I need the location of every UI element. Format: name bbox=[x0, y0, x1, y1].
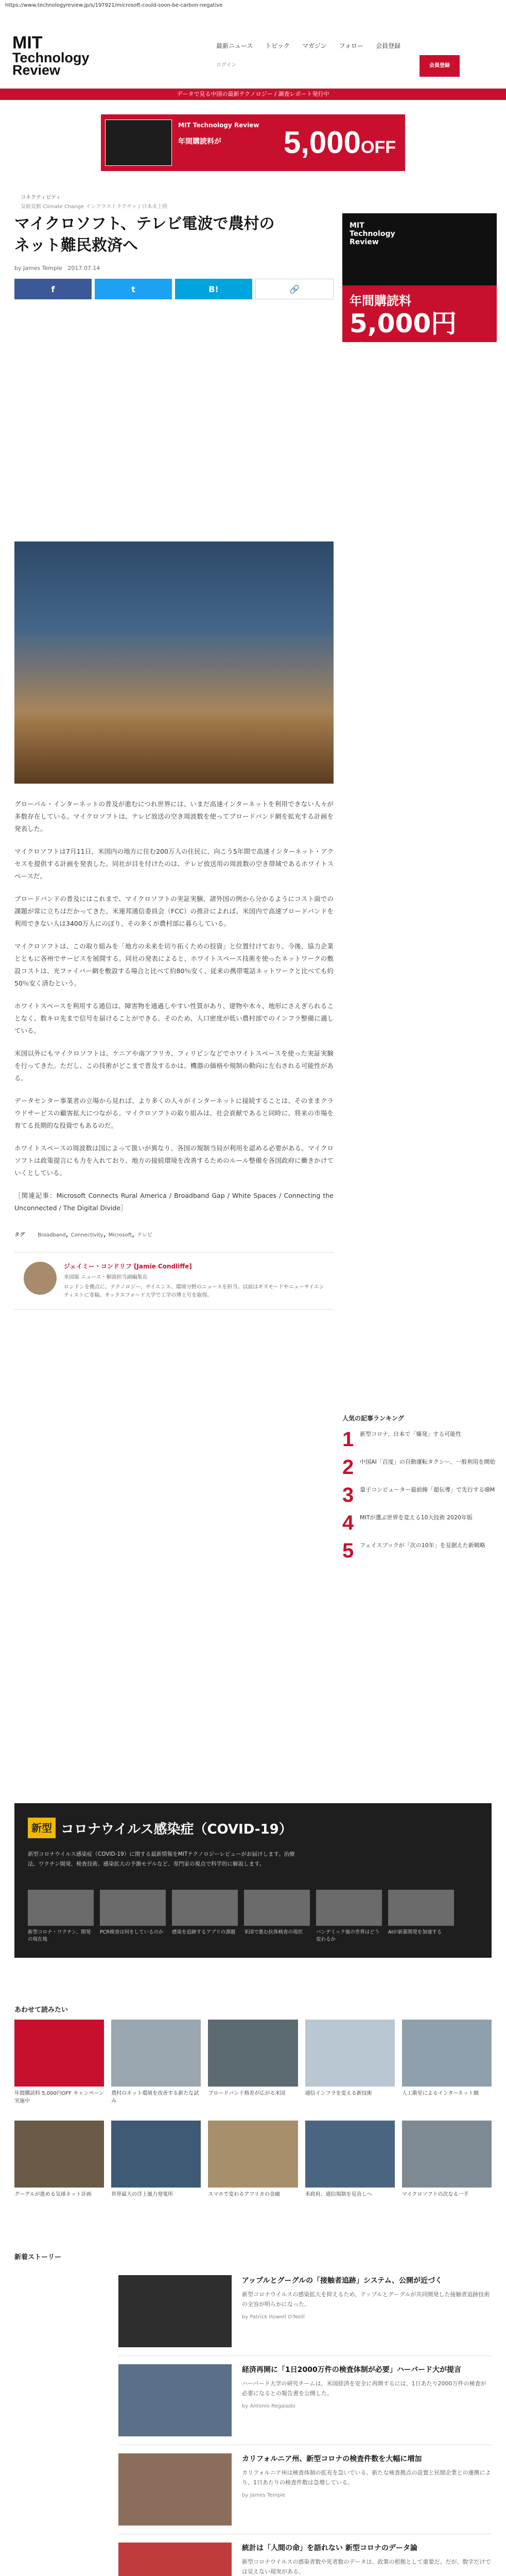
rank-title: フェイスブックが「次の10年」を見据えた新戦略 bbox=[360, 1542, 485, 1549]
covid-card-title: PCR検査は何をしているのか bbox=[100, 1929, 164, 1935]
nav-item-topics[interactable]: トピック bbox=[265, 42, 290, 49]
tag[interactable]: Microsoft bbox=[108, 1232, 132, 1238]
news-title: 新着ストーリー bbox=[14, 2253, 62, 2261]
hatena-share-button[interactable]: B! bbox=[175, 279, 252, 299]
article-title: マイクロソフト、テレビ電波で農村の ネット難民救済へ bbox=[14, 215, 275, 255]
article-paragraph: グローバル・インターネットの普及が進むにつれ世界には、いまだ高速インターネットを利用できない人々が多数存在している。マイクロソフトは、テレビ放送の空き周波数を使ってブロードバンド網を拡充する計画を発表した。 bbox=[14, 800, 334, 833]
news-summary: 新型コロナウイルスの感染者数や死者数のデータは、政策の根拠として重要だ。だが、数字だけでは見えない現実がある。 bbox=[242, 2558, 491, 2575]
related-card-title: スマホで変わるアフリカの金融 bbox=[208, 2192, 280, 2197]
login-link[interactable]: ログイン bbox=[216, 62, 237, 68]
related-card[interactable] bbox=[111, 2020, 201, 2113]
news-list bbox=[118, 2267, 492, 2576]
covid-card-image bbox=[244, 1890, 310, 1926]
related-title: あわせて読みたい bbox=[14, 2006, 68, 2014]
subscribe-button[interactable]: 会員登録 bbox=[420, 55, 460, 77]
covid-card-title: 米国で進む抗体検査の現状 bbox=[244, 1929, 303, 1935]
facebook-share-button[interactable]: f bbox=[14, 279, 92, 299]
news-item[interactable] bbox=[118, 2445, 492, 2534]
article-main bbox=[14, 213, 334, 1310]
covid-section bbox=[14, 1803, 492, 1958]
article-paragraph: ホワイトスペースの周波数は国によって扱いが異なり、各国の規制当局が利用を認める必要がある。マイクロソフトは政策提言にも力を入れており、地方の接続環境を改善するためのルール整備を各国政府に働きかけていくとしている。 bbox=[14, 1144, 334, 1177]
covid-card[interactable] bbox=[172, 1890, 238, 1943]
author-box bbox=[14, 1252, 334, 1310]
sidebar-ad-offer: 5,000円OFF bbox=[350, 309, 457, 367]
related-card-title: ブロードバンド格差が広がる米国 bbox=[208, 2091, 286, 2096]
url-bar[interactable]: https://www.technologyreview.jp/s/197921/microsoft-could-soon-be-carbon-negative bbox=[0, 0, 506, 11]
author-role: 米国版 ニュース・解説担当副編集長 bbox=[64, 1275, 148, 1280]
covid-card-image bbox=[388, 1890, 454, 1926]
nav-item-follow[interactable]: フォロー bbox=[339, 42, 364, 49]
banner-thumb bbox=[105, 120, 172, 166]
news-image bbox=[118, 2364, 232, 2436]
byline-date: 2017.07.14 bbox=[67, 265, 100, 272]
related-card-image bbox=[14, 2121, 104, 2188]
news-item[interactable] bbox=[118, 2267, 492, 2356]
related-card[interactable] bbox=[402, 2121, 492, 2214]
covid-card-image bbox=[172, 1890, 238, 1926]
avatar bbox=[24, 1262, 57, 1295]
news-image bbox=[118, 2543, 232, 2576]
byline bbox=[14, 265, 334, 272]
article-tagline: 気候変動 Climate Change インフラストラクチャ / 日本未上陸 bbox=[21, 204, 168, 210]
news-byline: by Antonio Regalado bbox=[242, 2403, 295, 2409]
nav-item-signup[interactable]: 会員登録 bbox=[376, 42, 401, 49]
link-copy-button[interactable]: 🔗 bbox=[255, 279, 334, 299]
tag[interactable]: Broadband bbox=[38, 1232, 66, 1238]
sidebar-ad-logo: MIT Technology Review bbox=[350, 222, 395, 246]
byline-author[interactable]: by James Temple bbox=[14, 265, 62, 272]
tag[interactable]: テレビ bbox=[137, 1232, 153, 1238]
list-item[interactable] bbox=[342, 1485, 497, 1505]
news-item[interactable] bbox=[118, 2534, 492, 2576]
covid-card-title: 感染を追跡するアプリの課題 bbox=[172, 1929, 236, 1935]
logo-line1: MIT bbox=[12, 33, 43, 53]
tag[interactable]: Connectivity bbox=[71, 1232, 103, 1238]
related-card[interactable] bbox=[305, 2121, 395, 2214]
covid-card-title: AIが新薬開発を加速する bbox=[388, 1929, 442, 1935]
covid-desc: 新型コロナウイルス感染症（COVID-19）に関する最新情報をMITテクノロジーレビューがお届けします。治療法、ワクチン開発、検査技術、感染拡大の予測モデルなど、専門家の視点で科学的に解説します。 bbox=[28, 1851, 295, 1867]
banner-offer bbox=[284, 125, 396, 165]
article-paragraph: 米国以外にもマイクロソフトは、ケニアや南アフリカ、フィリピンなどでホワイトスペースを使った実証実験を行ってきた。ただし、この技術がどこまで普及するかは、機器の価格や規制の動向に左右される可能性がある。 bbox=[14, 1049, 334, 1082]
rank-number: 2 bbox=[342, 1456, 354, 1479]
news-image bbox=[118, 2275, 232, 2347]
covid-card[interactable] bbox=[388, 1890, 454, 1943]
banner-ad[interactable] bbox=[101, 114, 405, 171]
rank-title: 量子コンピューター最前線「超伝導」で先行するIBM bbox=[360, 1486, 495, 1493]
covid-card[interactable] bbox=[316, 1890, 382, 1943]
tags-label: タグ bbox=[14, 1232, 25, 1238]
list-item[interactable] bbox=[342, 1458, 497, 1477]
hero-image bbox=[14, 541, 334, 784]
related-card[interactable] bbox=[14, 2121, 104, 2214]
author-name[interactable]: ジェイミー・コンドリフ [Jamie Condliffe] bbox=[64, 1263, 192, 1270]
nav-item-magazine[interactable]: マガジン bbox=[302, 42, 327, 49]
covid-card[interactable] bbox=[100, 1890, 166, 1943]
covid-card-title: パンデミック後の世界はどう変わるか bbox=[316, 1929, 380, 1942]
covid-card-image bbox=[316, 1890, 382, 1926]
rank-title: 中国AI「百度」の自動運転タクシー、一般利用を開始 bbox=[360, 1459, 496, 1465]
nav-item-news[interactable]: 最新ニュース bbox=[216, 42, 253, 49]
related-card-title: グーグルが進める気球ネット計画 bbox=[14, 2192, 92, 2197]
tag-list: タグ Broadband, Connectivity, Microsoft, テレビ bbox=[14, 1229, 153, 1239]
related-card[interactable] bbox=[208, 2020, 298, 2113]
related-card-image bbox=[305, 2121, 395, 2188]
related-card-title: 米政府、通信規制を見直しへ bbox=[305, 2192, 372, 2197]
related-card-title: マイクロソフトの次なる一手 bbox=[402, 2192, 469, 2197]
rank-title: MITが選ぶ世界を変える10大技術 2020年版 bbox=[360, 1514, 473, 1521]
news-headline: 統計は「人間の命」を語れない 新型コロナのデータ論 bbox=[242, 2544, 417, 2552]
related-card-title: 年間購読料 5,000円OFF キャンペーン実施中 bbox=[14, 2091, 104, 2104]
banner-title: MIT Technology Review bbox=[178, 122, 259, 129]
news-summary: カリフォルニア州は検査体制の拡充を急いでいる。新たな検査拠点の設置と民間企業との連携により、1日あたりの検査件数は急増している。 bbox=[242, 2469, 491, 2486]
ranking bbox=[342, 1414, 497, 1561]
news-byline: by Patrick Howell O'Neill bbox=[242, 2314, 305, 2320]
related-card-image bbox=[208, 2020, 298, 2087]
article-paragraph: ホワイトスペースを利用する通信は、障害物を通過しやすい性質があり、建物や木々、地形にさえぎられることなく、数キロ先まで信号を届けることができる。そのため、人口密度が低い農村部でのインフラ整備に適している。 bbox=[14, 1002, 334, 1035]
rank-number: 1 bbox=[342, 1428, 354, 1451]
related-card[interactable] bbox=[305, 2020, 395, 2113]
banner-subtitle: 年間購読料が bbox=[178, 138, 221, 146]
banner-offer-num: 5,000 bbox=[283, 125, 361, 160]
list-item[interactable] bbox=[342, 1541, 497, 1561]
promo-bar[interactable]: データで見る中国の最新テクノロジー / 調査レポート発行中 bbox=[0, 89, 506, 100]
covid-title: コロナウイルス感染症（COVID-19） bbox=[61, 1822, 292, 1837]
site-logo[interactable] bbox=[12, 33, 90, 78]
covid-card[interactable] bbox=[28, 1890, 94, 1943]
covid-card-title: 新型コロナ・ワクチン、開発の現在地 bbox=[28, 1929, 91, 1942]
twitter-share-button[interactable]: t bbox=[95, 279, 172, 299]
related-card-title: 通信インフラを変える新技術 bbox=[305, 2091, 372, 2096]
related-card-image bbox=[14, 2020, 104, 2087]
top-nav bbox=[216, 41, 400, 50]
related-links[interactable]: ［関連記事：Microsoft Connects Rural America / Broadband Gap / White Spaces / Connecting the Unconnected / The Digital Divide］ bbox=[14, 1192, 334, 1212]
covid-badge: 新型 bbox=[28, 1818, 56, 1838]
rank-title: 新型コロナ、日本で「爆発」する可能性 bbox=[360, 1431, 462, 1437]
news-headline: カリフォルニア州、新型コロナの検査件数を大幅に増加 bbox=[242, 2455, 422, 2463]
list-item[interactable] bbox=[342, 1513, 497, 1533]
news-byline: by James Temple bbox=[242, 2493, 286, 2498]
article-paragraph: ブロードバンドの普及にはこれまで、マイクロソフトの実証実験、諸外国の例から分かるようにコスト面での課題が常に立ちはだかってきた。米連邦通信委員会（FCC）の推計によれば、米国内で高速ブロードバンドを利用できない人は3400万人にのぼり、その多くが農村部に暮らしている。 bbox=[14, 895, 334, 927]
list-item[interactable] bbox=[342, 1430, 497, 1449]
share-bar bbox=[14, 279, 334, 299]
covid-card[interactable] bbox=[244, 1890, 310, 1943]
related-card-title: 人工衛星によるインターネット網 bbox=[402, 2091, 479, 2096]
ranking-title: 人気の記事ランキング bbox=[342, 1415, 404, 1422]
rank-number: 4 bbox=[342, 1512, 354, 1534]
site-header bbox=[0, 11, 506, 89]
article-paragraph: マイクロソフトは、この取り組みを「地方の未来を切り拓くための投資」と位置付けており、今後、協力企業とともに各州でサービスを展開する。同社の発表によると、ホワイトスペース技術を使ったネットワークの敷設コストは、光ファイバー網を敷設する場合と比べて約80％安く、従来の携帯電話ネットワークと比べても約50％安く済むという。 bbox=[14, 942, 334, 987]
covid-card-image bbox=[100, 1890, 166, 1926]
covid-card-image bbox=[28, 1890, 94, 1926]
sidebar-ad[interactable] bbox=[342, 213, 497, 367]
related-card[interactable] bbox=[14, 2020, 104, 2113]
related-card-image bbox=[208, 2121, 298, 2188]
related-grid bbox=[14, 2020, 492, 2214]
related-card-title: 農村のネット環境を改善する新たな試み bbox=[111, 2091, 199, 2104]
related-card-image bbox=[402, 2020, 492, 2087]
related-card-image bbox=[111, 2020, 201, 2087]
related-card[interactable] bbox=[111, 2121, 201, 2214]
covid-cards bbox=[28, 1890, 454, 1943]
related-card-image bbox=[402, 2121, 492, 2188]
author-bio: ロンドンを拠点に、テクノロジー、サイエンス、環境分野のニュースを担当。以前はギズモードやニューサイエンティストに寄稿。オックスフォード大学で工学の博士号を取得。 bbox=[64, 1284, 324, 1298]
news-headline: 経済再開に「1日2000万件の検査体制が必要」ハーバード大が提言 bbox=[242, 2366, 462, 2374]
news-item[interactable] bbox=[118, 2356, 492, 2445]
article-paragraph: データセンター事業者の立場から見れば、より多くの人々がインターネットに接続することは、そのままクラウドサービスの顧客拡大につながる。マイクロソフトの取り組みは、社会貢献であると同時に、将来の市場を育てる長期的な投資でもあるのだ。 bbox=[14, 1097, 334, 1129]
related-card-image bbox=[111, 2121, 201, 2188]
related-card-image bbox=[305, 2020, 395, 2087]
rank-number: 5 bbox=[342, 1539, 354, 1562]
related-card-title: 世界最大の洋上風力発電所 bbox=[111, 2192, 173, 2197]
sidebar-ad-label: 年間購読料 bbox=[350, 294, 411, 308]
news-image bbox=[118, 2453, 232, 2526]
article-paragraph: マイクロソフトは7月11日、米国内の地方に住む200万人の住民に、向こう5年間で高速インターネット・アクセスを提供する計画を発表した。同社が目を付けたのは、テレビ放送用の周波数の空き帯域であるホワイトスペースだ。 bbox=[14, 848, 334, 880]
breadcrumb[interactable]: コネクティビティ bbox=[21, 195, 61, 200]
banner-offer-suffix: OFF bbox=[361, 138, 396, 157]
related-card[interactable] bbox=[402, 2020, 492, 2113]
news-summary: ハーバード大学の研究チームは、米国経済を安全に再開するには、1日あたり2000万件の検査が必要になるとの報告書を公開した。 bbox=[242, 2380, 486, 2397]
news-summary: 新型コロナウイルスの感染拡大を抑えるため、アップルとグーグルが共同開発した接触者追跡技術の全容が明らかになった。 bbox=[242, 2291, 490, 2308]
related-card[interactable] bbox=[208, 2121, 298, 2214]
logo-line2: Technology Review bbox=[12, 50, 90, 78]
rank-number: 3 bbox=[342, 1484, 354, 1506]
news-headline: アップルとグーグルの「接触者追跡」システム、公開が近づく bbox=[242, 2277, 443, 2285]
sidebar bbox=[342, 213, 497, 1569]
